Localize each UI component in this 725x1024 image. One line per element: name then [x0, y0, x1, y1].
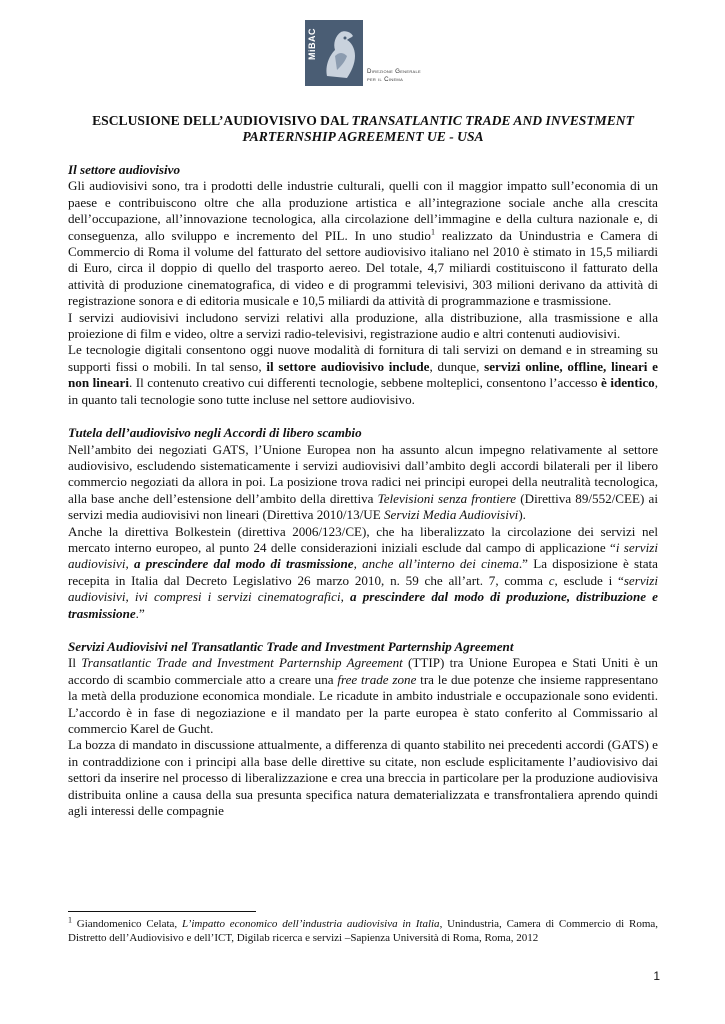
spacer: [68, 622, 658, 639]
footnote: [68, 915, 659, 945]
section-3-heading: Servizi Audiovisivi nel Transatlantic Trade and Investment Parternship Agreement: [68, 638, 514, 654]
section-1-paragraph-1: [68, 178, 658, 309]
logo-text: [367, 68, 421, 83]
text-run: è identico: [601, 375, 655, 391]
mibac-logo: [305, 20, 465, 86]
text-run: Anche la direttiva Bolkestein (direttiva 2006/123/CE), che ha liberalizzato la circolazione dei servizi nel mercato interno europeo, al punto 24 delle considerazioni iniziali esclude dal campo di applicazione “: [68, 523, 658, 555]
text-run: Giandomenico Celata,: [72, 918, 182, 930]
text-run: free trade zone: [337, 671, 417, 687]
logo-horse-icon: [321, 26, 361, 82]
text-run: ).: [518, 507, 526, 523]
text-run: , anche all’interno dei cinema: [353, 556, 519, 572]
text-run: i servizi audiovisivi,: [68, 539, 658, 572]
text-run: tra le due potenze che insieme rappresentano la metà della produzione economica mondiale. Le ricadute in ambito industriale e occupazionale sono evidenti. L’accordo è in fase di negoziazione e il mandato per la parte europea è stato conferito al Commissario al commercio Karel de Gucht.: [68, 671, 659, 736]
section-2-paragraph-2: [68, 524, 658, 622]
document-body: [68, 162, 658, 819]
document-title: [68, 113, 658, 145]
logo-mark-text: MiBAC: [307, 28, 317, 60]
logo-line-1: Direzione Generale: [367, 68, 421, 75]
footnote-number: 1: [68, 915, 72, 925]
logo-line-2: per il Cinema: [367, 75, 404, 83]
text-run: L’impatto economico dell’industria audiovisiva in Italia: [181, 918, 440, 930]
title-part-2: TRANSATLANTIC TRADE AND INVESTMENT PARTERNSHIP AGREEMENT UE - USA: [242, 113, 634, 144]
section-1-paragraph-3: [68, 342, 658, 408]
text-run: , dunque,: [429, 358, 485, 374]
page-number: 1: [653, 969, 660, 983]
text-run: .”: [135, 605, 145, 621]
section-2-heading: Tutela dell’audiovisivo negli Accordi di libero scambio: [68, 425, 362, 441]
text-run: , esclude i “: [554, 572, 624, 588]
text-run: Il: [68, 655, 82, 671]
text-run: c: [548, 572, 555, 588]
title-part-1: ESCLUSIONE DELL’AUDIOVISIVO DAL: [92, 113, 352, 128]
text-run: .” La disposizione è stata recepita in Italia dal Decreto Legislativo 26 marzo 2010, n. 59 che all’art. 7, comma: [68, 556, 658, 588]
text-run: realizzato da Unindustria e Camera di Commercio di Roma il volume del fatturato del settore audiovisivo italiano nel 2010 è stimato in 15,5 miliardi di Euro, circa il doppio di quello del trasporto aereo. Del totale, 4,7 miliardi costituiscono il fatturato della attività di produzione cinematografica, di video e di programmi televisivi, 303 milioni derivano da attività di registrazione sonora e di editoria musicale e 10,5 miliardi da attività di programmazione e trasmissione.: [68, 227, 658, 309]
section-3-paragraph-2: La bozza di mandato in discussione attualmente, a differenza di quanto stabilito nei precedenti accordi (GATS) e in contraddizione con i principi alla base delle direttive su citate, non esclude esplicitamente l’audiovisivo dai settori da inserire nel processo di liberalizzazione e crea una breccia in particolare per la produzione audiovisiva distribuita online a causa della sua presunta specifica natura dematerializzata e transfrontaliera aprendo quindi agli interessi delle compagnie: [68, 737, 658, 819]
text-run: (TTIP) tra Unione Europea e Stati Uniti è un accordo di scambio commerciale atto a creare una: [68, 655, 658, 687]
section-1-heading: Il settore audiovisivo: [68, 162, 181, 177]
text-run: Servizi Media Audiovisivi: [384, 507, 519, 523]
text-run: a prescindere dal modo di trasmissione: [133, 556, 354, 572]
section-2-paragraph-1: [68, 442, 658, 524]
text-run: Le tecnologie digitali consentono oggi nuove modalità di fornitura di tali servizi on demand e in streaming su supporti fissi o mobili. In tal senso,: [68, 342, 658, 374]
text-run: Nell’ambito dei negoziati GATS, l’Unione Europea non ha assunto alcun impegno relativamente al settore audiovisivo, escludendo sistematicamente i servizi audiovisivi dall’ambito degli accordi bilaterali per il libero commercio negoziati da allora in poi. La posizione trova radici nei principi europei della neutralità tecnologica, alla base anche dell’estensione dell’ambito della direttiva: [68, 441, 658, 506]
text-run: il settore audiovisivo include: [266, 358, 430, 374]
section-1-paragraph-2: I servizi audiovisivi includono servizi relativi alla produzione, alla distribuzione, alla trasmissione e alla proiezione di film e video, oltre a servizi radio-televisivi, registrazione audio e altri contenuti audiovisivi.: [68, 309, 658, 342]
text-run: servizi audiovisivi, ivi compresi i servizi cinematografici,: [68, 572, 658, 605]
text-run: , Unindustria, Camera di Commercio di Roma, Distretto dell’Audiovisivo e dell’ICT, Digilab ricerca e servizi –Sapienza Università di Roma, Roma, 2012: [68, 918, 659, 944]
text-run: a prescindere dal modo di produzione, distribuzione e trasmissione: [68, 589, 658, 621]
text-run: Transatlantic Trade and Investment Parternship Agreement: [81, 655, 403, 671]
text-run: , in quanto tali tecnologie sono tutte incluse nel settore audiovisivo.: [68, 375, 658, 407]
logo-mark: [305, 20, 363, 86]
text-run: Gli audiovisivi sono, tra i prodotti delle industrie culturali, quelli con il maggior impatto sull’economia di un paese e contribuiscono oltre che alla produzione artistica e all’integrazione sociale anche alla crescita dell’occupazione, all’innovazione tecnologica, alla circolazione dell’immagine e della cultura nazionale e, di conseguenza, allo sviluppo e incremento del PIL. In uno studio: [68, 178, 658, 243]
spacer: [68, 408, 658, 425]
footnote-ref: 1: [430, 227, 435, 237]
footnote-divider: [68, 911, 256, 912]
text-run: Televisioni senza frontiere: [377, 490, 517, 506]
section-3-paragraph-1: [68, 655, 658, 737]
text-run: servizi online, offline, lineari e non lineari: [68, 358, 658, 391]
text-run: . Il contenuto creativo cui differenti tecnologie, sebbene molteplici, consentono l’accesso: [128, 375, 602, 391]
text-run: (Direttiva 89/552/CEE) ai servizi media audiovisivi non lineari (Direttiva 2010/13/UE: [68, 490, 658, 523]
